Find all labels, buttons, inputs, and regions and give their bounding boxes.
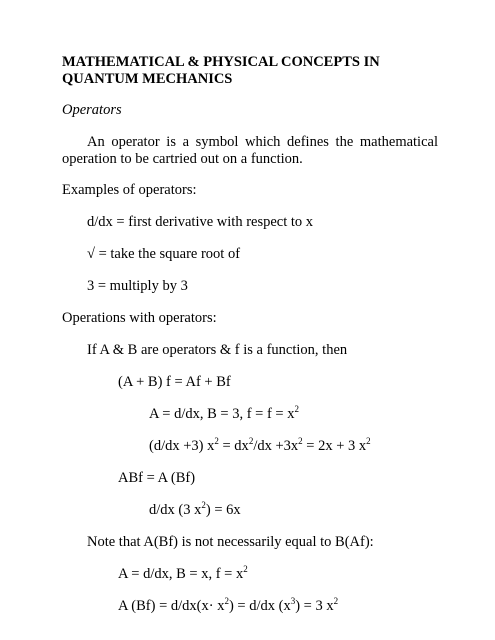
sum-example-calculation: (d/dx +3) $x^2 = dx^2/dx +3x^2 = 2x + 3$ $x^2$ xyxy=(149,436,371,454)
section-heading-operators: Operators xyxy=(62,102,122,118)
sum-example-definition: A = d/dx, B = 3, $f = f = x^2$ xyxy=(149,404,299,422)
sum-rule: (A + B) f = Af + Bf xyxy=(118,374,231,390)
note-example-calculation: A $(Bf) = d/dx(x\cdot x^2) = d/dx$ $(x^3) = 3$ $x^2$ xyxy=(118,596,339,614)
title-line-2: QUANTUM MECHANICS xyxy=(62,71,233,87)
example-derivative: d/dx = first derivative with respect to x xyxy=(87,214,314,230)
product-rule: ABf = A (Bf) xyxy=(118,470,196,486)
operations-intro: If A & B are operators & f is a function, then xyxy=(87,342,348,358)
intro-paragraph: An operator is a symbol which defines the mathematical operation to be cartried out on a function. xyxy=(62,134,438,167)
example-multiply: 3 = multiply by 3 xyxy=(87,278,188,294)
note-example-definition: A = d/dx, B = x, $f = x^2$ xyxy=(118,564,248,582)
example-square-root: √ = take the square root of xyxy=(87,246,241,262)
examples-heading: Examples of operators: xyxy=(62,182,197,198)
document-title xyxy=(62,54,440,88)
operations-heading: Operations with operators: xyxy=(62,310,217,326)
title-line-1: MATHEMATICAL & PHYSICAL CONCEPTS IN xyxy=(62,54,380,70)
note-text: Note that A(Bf) is not necessarily equal to B(Af): xyxy=(87,534,374,550)
product-example: d/dx (3 $x^2) = 6x$ xyxy=(149,500,241,518)
